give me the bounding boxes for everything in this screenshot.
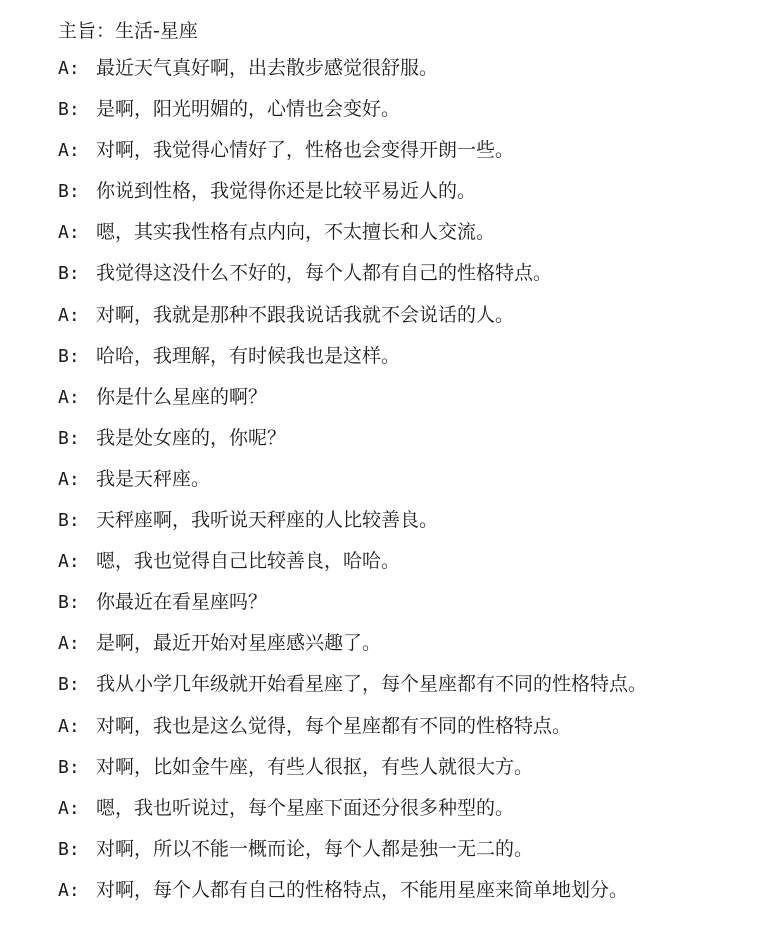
- utterance-text: 对啊，比如金牛座，有些人很抠，有些人就很大方。: [96, 755, 534, 778]
- dialogue-line: [58, 747, 773, 788]
- speaker-label: B:: [58, 263, 80, 285]
- speaker-label: A:: [58, 386, 80, 408]
- utterance-text: 你是什么星座的啊？: [96, 385, 268, 408]
- dialogue-line: [58, 89, 773, 130]
- speaker-label: A:: [58, 633, 80, 655]
- speaker-label: A:: [58, 551, 80, 573]
- utterance-text: 哈哈，我理解，有时候我也是这样。: [96, 344, 401, 367]
- utterance-text: 天秤座啊，我听说天秤座的人比较善良。: [96, 509, 439, 532]
- utterance-text: 嗯，其实我性格有点内向，不太擅长和人交流。: [96, 221, 496, 244]
- document: [58, 14, 773, 911]
- speaker-label: A:: [58, 58, 80, 79]
- dialogue-line: [58, 829, 773, 870]
- speaker-label: B:: [58, 592, 80, 614]
- utterance-text: 最近天气真好啊，出去散步感觉很舒服。: [96, 57, 439, 79]
- utterance-text: 你说到性格，我觉得你还是比较平易近人的。: [96, 180, 477, 203]
- speaker-label: B:: [58, 427, 80, 449]
- dialogue-line: [58, 48, 773, 89]
- utterance-text: 是啊，最近开始对星座感兴趣了。: [96, 632, 382, 655]
- speaker-label: A:: [58, 879, 80, 901]
- utterance-text: 对啊，每个人都有自己的性格特点，不能用星座来简单地划分。: [96, 878, 629, 901]
- dialogue-line: [58, 500, 773, 541]
- utterance-text: 我从小学几年级就开始看星座了，每个星座都有不同的性格特点。: [96, 673, 648, 696]
- speaker-label: B:: [58, 181, 80, 203]
- utterance-text: 我是处女座的，你呢？: [96, 426, 287, 449]
- dialogue-line: [58, 130, 773, 171]
- speaker-label: A:: [58, 797, 80, 819]
- document-title: 主旨：生活-星座: [58, 20, 198, 42]
- utterance-text: 嗯，我也听说过，每个星座下面还分很多种型的。: [96, 796, 515, 819]
- dialogue-line: [58, 623, 773, 664]
- dialogue-line: [58, 459, 773, 500]
- speaker-label: A:: [58, 222, 80, 244]
- speaker-label: A:: [58, 304, 80, 326]
- utterance-text: 对啊，我就是那种不跟我说话我就不会说话的人。: [96, 303, 515, 326]
- speaker-label: B:: [58, 756, 80, 778]
- dialogue-line: [58, 664, 773, 705]
- speaker-label: B:: [58, 99, 80, 121]
- dialogue-line: [58, 706, 773, 747]
- dialogue-line: [58, 295, 773, 336]
- dialogue-line: [58, 870, 773, 911]
- dialogue-list: [58, 48, 773, 911]
- utterance-text: 对啊，我也是这么觉得，每个星座都有不同的性格特点。: [96, 714, 572, 737]
- dialogue-line: [58, 171, 773, 212]
- speaker-label: B:: [58, 510, 80, 532]
- dialogue-line: [58, 541, 773, 582]
- speaker-label: A:: [58, 140, 80, 162]
- dialogue-line: [58, 418, 773, 459]
- utterance-text: 我觉得这没什么不好的，每个人都有自己的性格特点。: [96, 262, 553, 285]
- speaker-label: A:: [58, 468, 80, 490]
- dialogue-line: [58, 253, 773, 294]
- utterance-text: 我是天秤座。: [96, 467, 211, 490]
- speaker-label: B:: [58, 345, 80, 367]
- utterance-text: 对啊，所以不能一概而论，每个人都是独一无二的。: [96, 837, 534, 860]
- utterance-text: 是啊，阳光明媚的，心情也会变好。: [96, 98, 401, 121]
- speaker-label: B:: [58, 838, 80, 860]
- utterance-text: 你最近在看星座吗？: [96, 591, 268, 614]
- dialogue-line: [58, 377, 773, 418]
- dialogue-line: [58, 212, 773, 253]
- dialogue-line: [58, 788, 773, 829]
- speaker-label: A:: [58, 715, 80, 737]
- dialogue-line: [58, 336, 773, 377]
- utterance-text: 对啊，我觉得心情好了，性格也会变得开朗一些。: [96, 139, 515, 162]
- speaker-label: B:: [58, 674, 80, 696]
- utterance-text: 嗯，我也觉得自己比较善良，哈哈。: [96, 550, 401, 573]
- dialogue-line: [58, 582, 773, 623]
